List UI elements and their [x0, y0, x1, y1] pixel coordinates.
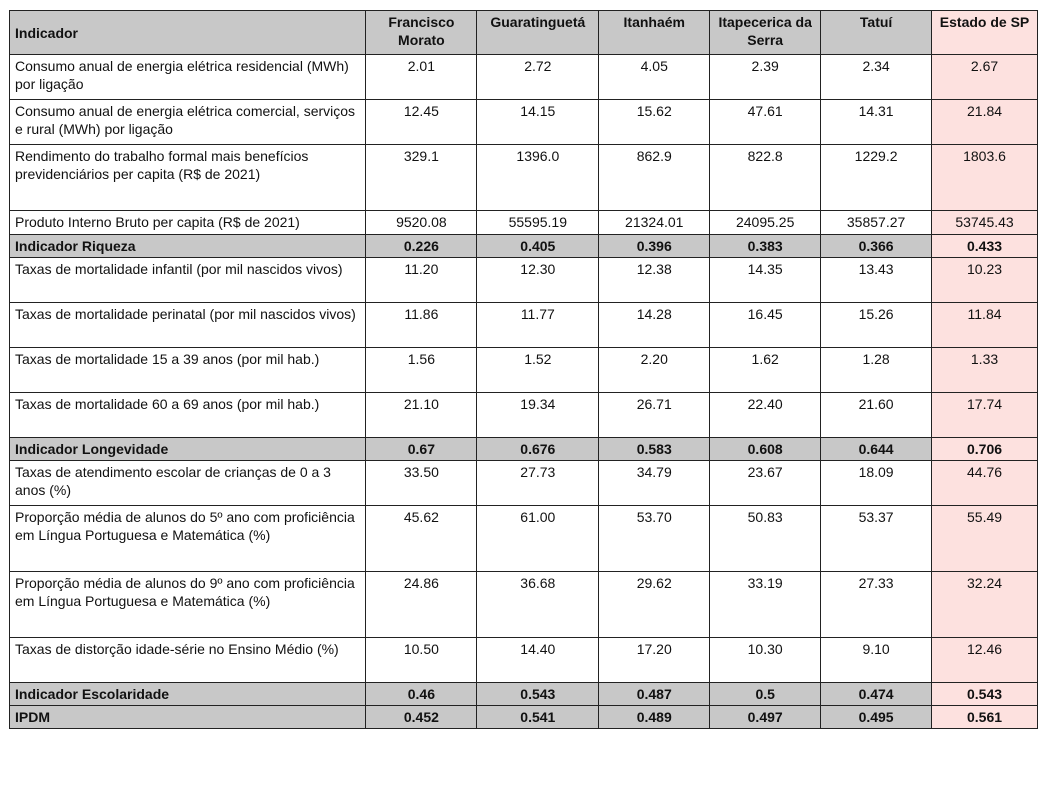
value-cell: 0.541 [477, 706, 599, 729]
value-cell: 15.26 [821, 303, 932, 348]
value-cell: 34.79 [599, 461, 710, 506]
indicator-label-cell: Indicador Escolaridade [10, 683, 366, 706]
indicator-label-cell: Consumo anual de energia elétrica residencial (MWh) por ligação [10, 55, 366, 100]
value-cell: 12.30 [477, 258, 599, 303]
summary-row [10, 683, 1038, 706]
value-cell: 21324.01 [599, 211, 710, 235]
value-cell: 12.45 [366, 100, 477, 145]
indicator-label-cell: Consumo anual de energia elétrica comercial, serviços e rural (MWh) por ligação [10, 100, 366, 145]
value-cell: 1.52 [477, 348, 599, 393]
value-cell: 18.09 [821, 461, 932, 506]
value-cell: 11.77 [477, 303, 599, 348]
value-cell: 0.497 [710, 706, 821, 729]
value-cell: 1396.0 [477, 145, 599, 211]
value-cell: 862.9 [599, 145, 710, 211]
table-row [10, 55, 1038, 100]
value-cell: 19.34 [477, 393, 599, 438]
indicator-label-cell: Taxas de mortalidade 60 a 69 anos (por mil hab.) [10, 393, 366, 438]
value-cell: 23.67 [710, 461, 821, 506]
indicator-label-cell: IPDM [10, 706, 366, 729]
value-cell: 9520.08 [366, 211, 477, 235]
value-cell: 2.01 [366, 55, 477, 100]
table-row [10, 100, 1038, 145]
indicator-label-cell: Taxas de mortalidade infantil (por mil nascidos vivos) [10, 258, 366, 303]
value-cell: 0.644 [821, 438, 932, 461]
value-cell: 53.70 [599, 506, 710, 572]
header-row [10, 11, 1038, 55]
state-value-cell: 32.24 [932, 572, 1038, 638]
value-cell: 1229.2 [821, 145, 932, 211]
value-cell: 1.56 [366, 348, 477, 393]
header-cell-tatui: Tatuí [821, 11, 932, 55]
value-cell: 15.62 [599, 100, 710, 145]
indicator-table [9, 10, 1038, 729]
value-cell: 1.28 [821, 348, 932, 393]
header-cell-itapecerica-da-serra: Itapecerica da Serra [710, 11, 821, 55]
value-cell: 0.452 [366, 706, 477, 729]
value-cell: 10.50 [366, 638, 477, 683]
value-cell: 822.8 [710, 145, 821, 211]
value-cell: 0.5 [710, 683, 821, 706]
value-cell: 13.43 [821, 258, 932, 303]
value-cell: 14.15 [477, 100, 599, 145]
indicator-label-cell: Taxas de distorção idade-série no Ensino Médio (%) [10, 638, 366, 683]
value-cell: 0.608 [710, 438, 821, 461]
state-value-cell: 1.33 [932, 348, 1038, 393]
state-value-cell: 53745.43 [932, 211, 1038, 235]
value-cell: 0.543 [477, 683, 599, 706]
value-cell: 12.38 [599, 258, 710, 303]
value-cell: 2.72 [477, 55, 599, 100]
table-row [10, 506, 1038, 572]
value-cell: 2.39 [710, 55, 821, 100]
value-cell: 21.10 [366, 393, 477, 438]
indicator-label-cell: Rendimento do trabalho formal mais benefícios previdenciários per capita (R$ de 2021) [10, 145, 366, 211]
value-cell: 1.62 [710, 348, 821, 393]
summary-row [10, 438, 1038, 461]
value-cell: 0.383 [710, 235, 821, 258]
table-row [10, 393, 1038, 438]
table-body [10, 55, 1038, 729]
value-cell: 0.487 [599, 683, 710, 706]
state-value-cell: 17.74 [932, 393, 1038, 438]
table-row [10, 348, 1038, 393]
state-value-cell: 11.84 [932, 303, 1038, 348]
value-cell: 53.37 [821, 506, 932, 572]
value-cell: 47.61 [710, 100, 821, 145]
value-cell: 0.226 [366, 235, 477, 258]
state-value-cell: 12.46 [932, 638, 1038, 683]
value-cell: 0.405 [477, 235, 599, 258]
value-cell: 55595.19 [477, 211, 599, 235]
value-cell: 17.20 [599, 638, 710, 683]
state-value-cell: 44.76 [932, 461, 1038, 506]
value-cell: 9.10 [821, 638, 932, 683]
value-cell: 0.396 [599, 235, 710, 258]
value-cell: 2.20 [599, 348, 710, 393]
value-cell: 10.30 [710, 638, 821, 683]
value-cell: 14.28 [599, 303, 710, 348]
state-value-cell: 0.543 [932, 683, 1038, 706]
indicator-label-cell: Taxas de mortalidade 15 a 39 anos (por mil hab.) [10, 348, 366, 393]
value-cell: 35857.27 [821, 211, 932, 235]
value-cell: 27.33 [821, 572, 932, 638]
header-cell-francisco-morato: Francisco Morato [366, 11, 477, 55]
header-cell-indicador: Indicador [10, 11, 366, 55]
value-cell: 14.31 [821, 100, 932, 145]
value-cell: 24095.25 [710, 211, 821, 235]
value-cell: 29.62 [599, 572, 710, 638]
value-cell: 14.35 [710, 258, 821, 303]
state-value-cell: 0.433 [932, 235, 1038, 258]
table-row [10, 303, 1038, 348]
value-cell: 36.68 [477, 572, 599, 638]
value-cell: 0.366 [821, 235, 932, 258]
indicator-label-cell: Taxas de atendimento escolar de crianças de 0 a 3 anos (%) [10, 461, 366, 506]
value-cell: 0.495 [821, 706, 932, 729]
value-cell: 50.83 [710, 506, 821, 572]
value-cell: 14.40 [477, 638, 599, 683]
header-cell-guaratingueta: Guaratinguetá [477, 11, 599, 55]
indicator-label-cell: Taxas de mortalidade perinatal (por mil nascidos vivos) [10, 303, 366, 348]
value-cell: 0.46 [366, 683, 477, 706]
table-row [10, 211, 1038, 235]
state-value-cell: 0.561 [932, 706, 1038, 729]
value-cell: 11.86 [366, 303, 477, 348]
state-value-cell: 55.49 [932, 506, 1038, 572]
value-cell: 16.45 [710, 303, 821, 348]
state-value-cell: 0.706 [932, 438, 1038, 461]
value-cell: 33.19 [710, 572, 821, 638]
indicator-label-cell: Proporção média de alunos do 9º ano com proficiência em Língua Portuguesa e Matemática (%) [10, 572, 366, 638]
table-row [10, 258, 1038, 303]
indicator-label-cell: Proporção média de alunos do 5º ano com proficiência em Língua Portuguesa e Matemática (%) [10, 506, 366, 572]
value-cell: 0.676 [477, 438, 599, 461]
state-value-cell: 21.84 [932, 100, 1038, 145]
value-cell: 22.40 [710, 393, 821, 438]
table-row [10, 572, 1038, 638]
indicator-label-cell: Indicador Riqueza [10, 235, 366, 258]
table-row [10, 638, 1038, 683]
state-value-cell: 1803.6 [932, 145, 1038, 211]
value-cell: 61.00 [477, 506, 599, 572]
value-cell: 24.86 [366, 572, 477, 638]
value-cell: 0.67 [366, 438, 477, 461]
value-cell: 0.583 [599, 438, 710, 461]
value-cell: 45.62 [366, 506, 477, 572]
value-cell: 0.489 [599, 706, 710, 729]
state-value-cell: 2.67 [932, 55, 1038, 100]
value-cell: 0.474 [821, 683, 932, 706]
indicator-label-cell: Indicador Longevidade [10, 438, 366, 461]
value-cell: 329.1 [366, 145, 477, 211]
table-row [10, 461, 1038, 506]
summary-row [10, 235, 1038, 258]
header-cell-itanhaem: Itanhaém [599, 11, 710, 55]
value-cell: 2.34 [821, 55, 932, 100]
value-cell: 11.20 [366, 258, 477, 303]
value-cell: 26.71 [599, 393, 710, 438]
value-cell: 21.60 [821, 393, 932, 438]
value-cell: 4.05 [599, 55, 710, 100]
table-row [10, 145, 1038, 211]
summary-row [10, 706, 1038, 729]
header-cell-estado-de-sp: Estado de SP [932, 11, 1038, 55]
value-cell: 33.50 [366, 461, 477, 506]
value-cell: 27.73 [477, 461, 599, 506]
indicator-label-cell: Produto Interno Bruto per capita (R$ de 2021) [10, 211, 366, 235]
state-value-cell: 10.23 [932, 258, 1038, 303]
